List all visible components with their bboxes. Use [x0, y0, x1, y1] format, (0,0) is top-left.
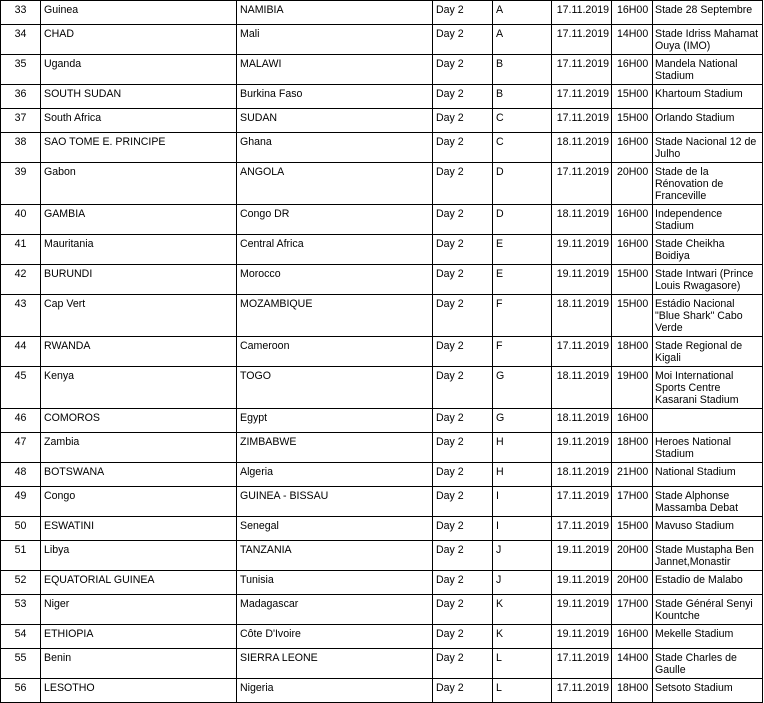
venue-cell: Stade Alphonse Massamba Debat — [653, 487, 763, 517]
match-number-cell: 49 — [1, 487, 41, 517]
home-team-cell: BOTSWANA — [41, 463, 237, 487]
group-cell: F — [493, 295, 552, 337]
home-team-cell: Mauritania — [41, 235, 237, 265]
match-number-cell: 43 — [1, 295, 41, 337]
table-row — [1, 679, 763, 703]
table-row — [1, 487, 763, 517]
table-row — [1, 205, 763, 235]
home-team-cell: Zambia — [41, 433, 237, 463]
home-team-cell: Libya — [41, 541, 237, 571]
match-number-cell: 39 — [1, 163, 41, 205]
venue-cell: Estádio Nacional "Blue Shark" Cabo Verde — [653, 295, 763, 337]
venue-cell: Heroes National Stadium — [653, 433, 763, 463]
matchday-cell: Day 2 — [433, 337, 493, 367]
home-team-cell: Gabon — [41, 163, 237, 205]
home-team-cell: BURUNDI — [41, 265, 237, 295]
venue-cell: Mavuso Stadium — [653, 517, 763, 541]
kickoff-time-cell: 17H00 — [612, 595, 653, 625]
date-cell: 17.11.2019 — [552, 649, 612, 679]
date-cell: 18.11.2019 — [552, 205, 612, 235]
group-cell: I — [493, 487, 552, 517]
date-cell: 17.11.2019 — [552, 25, 612, 55]
away-team-cell: Cameroon — [237, 337, 433, 367]
away-team-cell: MOZAMBIQUE — [237, 295, 433, 337]
table-row — [1, 1, 763, 25]
group-cell: B — [493, 55, 552, 85]
match-number-cell: 37 — [1, 109, 41, 133]
home-team-cell: Cap Vert — [41, 295, 237, 337]
date-cell: 19.11.2019 — [552, 235, 612, 265]
home-team-cell: ESWATINI — [41, 517, 237, 541]
table-row — [1, 265, 763, 295]
group-cell: H — [493, 463, 552, 487]
table-row — [1, 517, 763, 541]
group-cell: J — [493, 541, 552, 571]
date-cell: 19.11.2019 — [552, 571, 612, 595]
matchday-cell: Day 2 — [433, 85, 493, 109]
away-team-cell: Ghana — [237, 133, 433, 163]
table-row — [1, 295, 763, 337]
away-team-cell: Nigeria — [237, 679, 433, 703]
venue-cell: Mandela National Stadium — [653, 55, 763, 85]
venue-cell: Moi International Sports Centre Kasarani Stadium — [653, 367, 763, 409]
match-number-cell: 48 — [1, 463, 41, 487]
group-cell: I — [493, 517, 552, 541]
away-team-cell: SUDAN — [237, 109, 433, 133]
kickoff-time-cell: 16H00 — [612, 133, 653, 163]
venue-cell: Mekelle Stadium — [653, 625, 763, 649]
matchday-cell: Day 2 — [433, 367, 493, 409]
table-row — [1, 163, 763, 205]
match-number-cell: 35 — [1, 55, 41, 85]
venue-cell: Stade de la Rénovation de Franceville — [653, 163, 763, 205]
away-team-cell: GUINEA - BISSAU — [237, 487, 433, 517]
away-team-cell: ZIMBABWE — [237, 433, 433, 463]
date-cell: 17.11.2019 — [552, 679, 612, 703]
group-cell: E — [493, 235, 552, 265]
table-row — [1, 571, 763, 595]
group-cell: E — [493, 265, 552, 295]
date-cell: 17.11.2019 — [552, 85, 612, 109]
table-row — [1, 595, 763, 625]
venue-cell: Khartoum Stadium — [653, 85, 763, 109]
kickoff-time-cell: 16H00 — [612, 1, 653, 25]
home-team-cell: EQUATORIAL GUINEA — [41, 571, 237, 595]
away-team-cell: SIERRA LEONE — [237, 649, 433, 679]
date-cell: 19.11.2019 — [552, 433, 612, 463]
matchday-cell: Day 2 — [433, 163, 493, 205]
group-cell: C — [493, 109, 552, 133]
group-cell: G — [493, 367, 552, 409]
kickoff-time-cell: 20H00 — [612, 163, 653, 205]
table-row — [1, 409, 763, 433]
home-team-cell: CHAD — [41, 25, 237, 55]
home-team-cell: RWANDA — [41, 337, 237, 367]
date-cell: 18.11.2019 — [552, 463, 612, 487]
group-cell: B — [493, 85, 552, 109]
match-number-cell: 34 — [1, 25, 41, 55]
date-cell: 18.11.2019 — [552, 409, 612, 433]
matchday-cell: Day 2 — [433, 133, 493, 163]
date-cell: 17.11.2019 — [552, 517, 612, 541]
kickoff-time-cell: 17H00 — [612, 487, 653, 517]
date-cell: 18.11.2019 — [552, 295, 612, 337]
matchday-cell: Day 2 — [433, 235, 493, 265]
away-team-cell: MALAWI — [237, 55, 433, 85]
matchday-cell: Day 2 — [433, 487, 493, 517]
group-cell: L — [493, 679, 552, 703]
match-number-cell: 50 — [1, 517, 41, 541]
away-team-cell: Tunisia — [237, 571, 433, 595]
away-team-cell: Morocco — [237, 265, 433, 295]
kickoff-time-cell: 16H00 — [612, 235, 653, 265]
venue-cell: Stade Charles de Gaulle — [653, 649, 763, 679]
home-team-cell: South Africa — [41, 109, 237, 133]
date-cell: 17.11.2019 — [552, 109, 612, 133]
home-team-cell: Niger — [41, 595, 237, 625]
kickoff-time-cell: 16H00 — [612, 409, 653, 433]
group-cell: K — [493, 625, 552, 649]
kickoff-time-cell: 18H00 — [612, 433, 653, 463]
date-cell: 19.11.2019 — [552, 595, 612, 625]
matchday-cell: Day 2 — [433, 625, 493, 649]
venue-cell: Estadio de Malabo — [653, 571, 763, 595]
kickoff-time-cell: 18H00 — [612, 337, 653, 367]
venue-cell: Stade Général Senyi Kountche — [653, 595, 763, 625]
venue-cell: Orlando Stadium — [653, 109, 763, 133]
matchday-cell: Day 2 — [433, 679, 493, 703]
kickoff-time-cell: 19H00 — [612, 367, 653, 409]
match-number-cell: 46 — [1, 409, 41, 433]
table-row — [1, 85, 763, 109]
matchday-cell: Day 2 — [433, 265, 493, 295]
date-cell: 17.11.2019 — [552, 163, 612, 205]
group-cell: C — [493, 133, 552, 163]
venue-cell: Stade Mustapha Ben Jannet,Monastir — [653, 541, 763, 571]
matchday-cell: Day 2 — [433, 55, 493, 85]
matchday-cell: Day 2 — [433, 517, 493, 541]
away-team-cell: Algeria — [237, 463, 433, 487]
date-cell: 18.11.2019 — [552, 133, 612, 163]
venue-cell: Stade Nacional 12 de Julho — [653, 133, 763, 163]
match-number-cell: 42 — [1, 265, 41, 295]
venue-cell: Independence Stadium — [653, 205, 763, 235]
kickoff-time-cell: 18H00 — [612, 679, 653, 703]
group-cell: G — [493, 409, 552, 433]
away-team-cell: Burkina Faso — [237, 85, 433, 109]
away-team-cell: ANGOLA — [237, 163, 433, 205]
matchday-cell: Day 2 — [433, 463, 493, 487]
kickoff-time-cell: 20H00 — [612, 571, 653, 595]
venue-cell: Setsoto Stadium — [653, 679, 763, 703]
away-team-cell: Mali — [237, 25, 433, 55]
table-row — [1, 367, 763, 409]
matchday-cell: Day 2 — [433, 433, 493, 463]
group-cell: L — [493, 649, 552, 679]
matchday-cell: Day 2 — [433, 295, 493, 337]
home-team-cell: Kenya — [41, 367, 237, 409]
match-number-cell: 56 — [1, 679, 41, 703]
table-row — [1, 541, 763, 571]
date-cell: 17.11.2019 — [552, 337, 612, 367]
matchday-cell: Day 2 — [433, 109, 493, 133]
table-row — [1, 133, 763, 163]
match-number-cell: 47 — [1, 433, 41, 463]
group-cell: H — [493, 433, 552, 463]
home-team-cell: SAO TOME E. PRINCIPE — [41, 133, 237, 163]
matchday-cell: Day 2 — [433, 595, 493, 625]
venue-cell: Stade 28 Septembre — [653, 1, 763, 25]
kickoff-time-cell: 15H00 — [612, 85, 653, 109]
table-row — [1, 625, 763, 649]
match-number-cell: 52 — [1, 571, 41, 595]
home-team-cell: COMOROS — [41, 409, 237, 433]
match-number-cell: 51 — [1, 541, 41, 571]
group-cell: A — [493, 25, 552, 55]
away-team-cell: TANZANIA — [237, 541, 433, 571]
kickoff-time-cell: 15H00 — [612, 265, 653, 295]
match-number-cell: 54 — [1, 625, 41, 649]
match-number-cell: 45 — [1, 367, 41, 409]
match-number-cell: 41 — [1, 235, 41, 265]
date-cell: 19.11.2019 — [552, 265, 612, 295]
kickoff-time-cell: 20H00 — [612, 541, 653, 571]
group-cell: F — [493, 337, 552, 367]
kickoff-time-cell: 16H00 — [612, 55, 653, 85]
table-row — [1, 235, 763, 265]
venue-cell: Stade Intwari (Prince Louis Rwagasore) — [653, 265, 763, 295]
date-cell: 19.11.2019 — [552, 625, 612, 649]
group-cell: A — [493, 1, 552, 25]
match-number-cell: 44 — [1, 337, 41, 367]
match-number-cell: 55 — [1, 649, 41, 679]
matchday-cell: Day 2 — [433, 1, 493, 25]
home-team-cell: LESOTHO — [41, 679, 237, 703]
table-row — [1, 109, 763, 133]
matchday-cell: Day 2 — [433, 409, 493, 433]
away-team-cell: Côte D'Ivoire — [237, 625, 433, 649]
group-cell: K — [493, 595, 552, 625]
venue-cell: Stade Idriss Mahamat Ouya (IMO) — [653, 25, 763, 55]
date-cell: 17.11.2019 — [552, 1, 612, 25]
home-team-cell: Congo — [41, 487, 237, 517]
table-row — [1, 337, 763, 367]
home-team-cell: Guinea — [41, 1, 237, 25]
kickoff-time-cell: 16H00 — [612, 625, 653, 649]
table-row — [1, 25, 763, 55]
home-team-cell: Benin — [41, 649, 237, 679]
venue-cell: National Stadium — [653, 463, 763, 487]
home-team-cell: SOUTH SUDAN — [41, 85, 237, 109]
home-team-cell: GAMBIA — [41, 205, 237, 235]
matchday-cell: Day 2 — [433, 205, 493, 235]
match-number-cell: 33 — [1, 1, 41, 25]
table-row — [1, 55, 763, 85]
home-team-cell: ETHIOPIA — [41, 625, 237, 649]
home-team-cell: Uganda — [41, 55, 237, 85]
group-cell: D — [493, 163, 552, 205]
kickoff-time-cell: 21H00 — [612, 463, 653, 487]
table-row — [1, 433, 763, 463]
matchday-cell: Day 2 — [433, 25, 493, 55]
date-cell: 19.11.2019 — [552, 541, 612, 571]
match-number-cell: 53 — [1, 595, 41, 625]
kickoff-time-cell: 15H00 — [612, 295, 653, 337]
away-team-cell: NAMIBIA — [237, 1, 433, 25]
kickoff-time-cell: 16H00 — [612, 205, 653, 235]
fixtures-body — [1, 1, 763, 703]
away-team-cell: Senegal — [237, 517, 433, 541]
away-team-cell: TOGO — [237, 367, 433, 409]
table-row — [1, 463, 763, 487]
away-team-cell: Madagascar — [237, 595, 433, 625]
kickoff-time-cell: 14H00 — [612, 649, 653, 679]
date-cell: 18.11.2019 — [552, 367, 612, 409]
date-cell: 17.11.2019 — [552, 487, 612, 517]
match-number-cell: 38 — [1, 133, 41, 163]
venue-cell: Stade Cheikha Boidiya — [653, 235, 763, 265]
match-number-cell: 36 — [1, 85, 41, 109]
venue-cell: Stade Regional de Kigali — [653, 337, 763, 367]
match-number-cell: 40 — [1, 205, 41, 235]
matchday-cell: Day 2 — [433, 649, 493, 679]
table-row — [1, 649, 763, 679]
kickoff-time-cell: 14H00 — [612, 25, 653, 55]
away-team-cell: Congo DR — [237, 205, 433, 235]
matchday-cell: Day 2 — [433, 541, 493, 571]
group-cell: D — [493, 205, 552, 235]
kickoff-time-cell: 15H00 — [612, 517, 653, 541]
group-cell: J — [493, 571, 552, 595]
date-cell: 17.11.2019 — [552, 55, 612, 85]
away-team-cell: Egypt — [237, 409, 433, 433]
matchday-cell: Day 2 — [433, 571, 493, 595]
venue-cell — [653, 409, 763, 433]
kickoff-time-cell: 15H00 — [612, 109, 653, 133]
away-team-cell: Central Africa — [237, 235, 433, 265]
